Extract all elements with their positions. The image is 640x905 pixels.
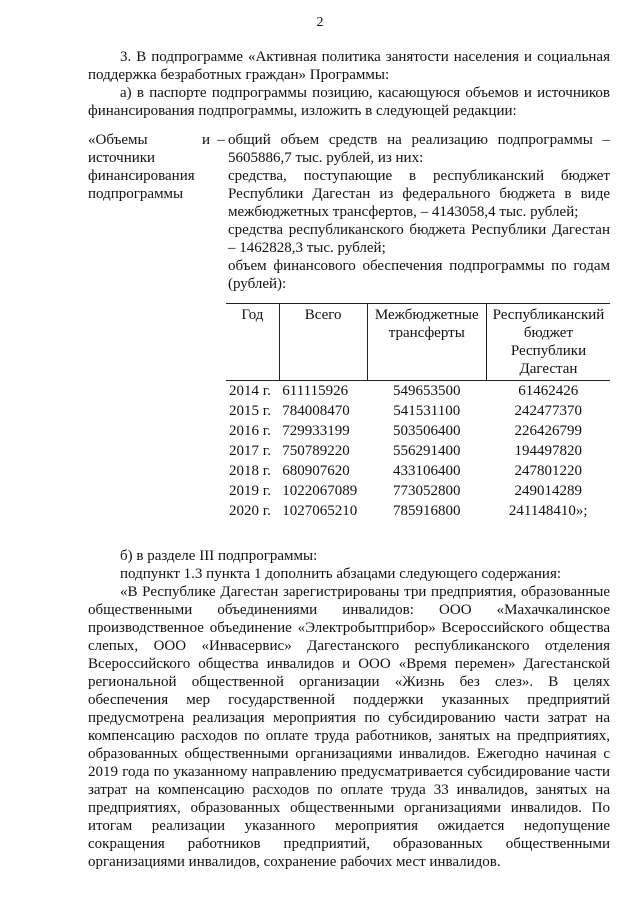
- header-year: Год: [226, 304, 279, 381]
- table-row: [226, 501, 610, 521]
- header-republic-budget: Республиканский бюджет Республики Дагестан: [486, 304, 610, 381]
- cell-transfers: 773052800: [393, 483, 461, 499]
- passport-label: «Объемы и источники финансирования подпрограммы: [88, 132, 210, 202]
- cell-republic: 194497820: [514, 443, 582, 459]
- paragraph-3: 3. В подпрограмме «Активная политика занятости населения и социальная поддержка безработных граждан» Программы:: [88, 49, 610, 83]
- table-row: [226, 401, 610, 421]
- document-body: [88, 48, 610, 871]
- cell-year: 2018 г.: [229, 463, 271, 479]
- cell-total: 1027065210: [282, 503, 358, 519]
- cell-republic: 247801220: [514, 463, 582, 479]
- cell-transfers: 785916800: [393, 503, 461, 519]
- cell-republic: 61462426: [518, 383, 579, 399]
- cell-year: 2014 г.: [229, 383, 271, 399]
- cell-total: 784008470: [282, 403, 350, 419]
- cell-republic: 241148410»;: [508, 503, 588, 519]
- table-header-row: [226, 304, 610, 381]
- cell-transfers: 503506400: [393, 423, 461, 439]
- table-row: [226, 441, 610, 461]
- paragraph-a: а) в паспорте подпрограммы позицию, касающуюся объемов и источников финансирования подпрограммы, изложить в следующей редакции:: [88, 85, 610, 119]
- passport-dash: –: [217, 132, 225, 148]
- cell-year: 2015 г.: [229, 403, 271, 419]
- funding-table: [226, 303, 610, 521]
- cell-transfers: 549653500: [393, 383, 461, 399]
- cell-total: 1022067089: [282, 483, 358, 499]
- cell-transfers: 541531100: [393, 403, 461, 419]
- cell-year: 2019 г.: [229, 483, 271, 499]
- cell-total: 680907620: [282, 463, 350, 479]
- passport-line-total: общий объем средств на реализацию подпрограммы – 5605886,7 тыс. рублей, из них:: [228, 132, 610, 166]
- table-row: [226, 481, 610, 501]
- table-row: [226, 461, 610, 481]
- passport-line-by-years: объем финансового обеспечения подпрограммы по годам (рублей):: [228, 258, 610, 292]
- header-total: Всего: [279, 304, 367, 381]
- header-transfers: Межбюджетные трансферты: [367, 304, 486, 381]
- cell-transfers: 433106400: [393, 463, 461, 479]
- cell-republic: 242477370: [514, 403, 582, 419]
- page-number: 2: [316, 15, 324, 30]
- passport-line-republic: средства республиканского бюджета Республики Дагестан – 1462828,3 тыс. рублей;: [228, 222, 610, 256]
- cell-republic: 249014289: [514, 483, 582, 499]
- passport-line-federal: средства, поступающие в республиканский бюджет Республики Дагестан из федерального бюджета в виде межбюджетных трансфертов, – 4143058,4 тыс. рублей;: [228, 168, 610, 220]
- cell-year: 2020 г.: [229, 503, 271, 519]
- cell-year: 2016 г.: [229, 423, 271, 439]
- cell-transfers: 556291400: [393, 443, 461, 459]
- cell-total: 611115926: [282, 383, 349, 399]
- table-row: [226, 421, 610, 441]
- paragraph-quote: «В Республике Дагестан зарегистрированы три предприятия, образованные общественными объединениями инвалидов: ООО «Махачкалинское производственное объединение «Электробытприбор» Всероссийского общества слепых, ООО «Инвасервис» Дагестанского республиканского отделения Всероссийского общества инвалидов и ООО «Время перемен» Дагестанской региональной общественной организации «Жизнь без слез». В целях обеспечения мер государственной поддержки указанных предприятий предусмотрена реализация мероприятия по субсидированию части затрат на компенсацию расходов по оплате труда работников, занятых на предприятиях, образованных общественными организациями инвалидов. Ежегодно начиная с 2019 года по указанному направлению предусматривается субсидирование части затрат на компенсацию расходов по оплате труда 33 инвалидов, занятых на предприятиях, образованных общественными организациями инвалидов. По итогам реализации указанного мероприятия ожидается недопущение сокращения работников предприятий, образованных общественными организациями инвалидов, сохранение рабочих мест инвалидов.: [88, 584, 610, 870]
- cell-total: 750789220: [282, 443, 350, 459]
- paragraph-b: б) в разделе III подпрограммы:: [120, 548, 318, 564]
- table-row: [226, 381, 610, 402]
- cell-republic: 226426799: [514, 423, 582, 439]
- passport-details: [228, 131, 610, 521]
- paragraph-subpoint: подпункт 1.3 пункта 1 дополнить абзацами следующего содержания:: [120, 566, 562, 582]
- passport-position: [88, 131, 610, 521]
- cell-total: 729933199: [282, 423, 350, 439]
- cell-year: 2017 г.: [229, 443, 271, 459]
